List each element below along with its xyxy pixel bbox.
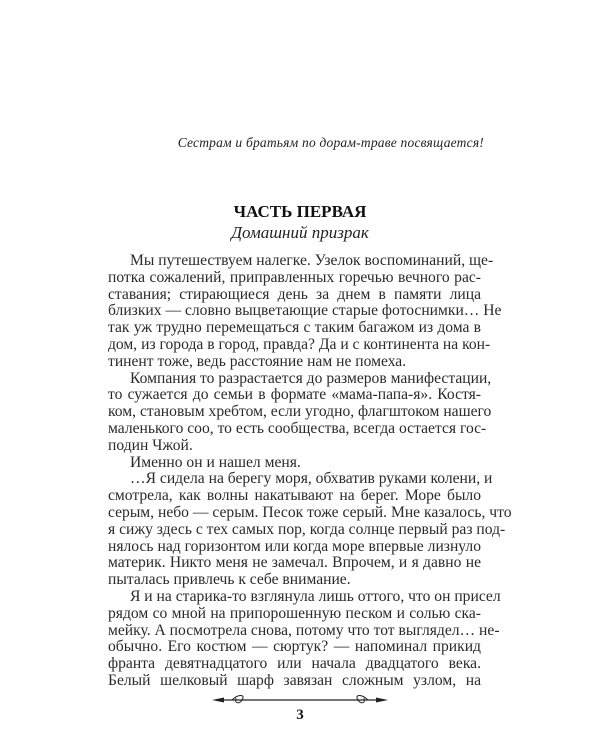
text-line: Именно он и нашел меня.	[130, 453, 301, 471]
text-line: я сижу здесь с тех самых пор, когда солнце первый раз под-	[108, 520, 506, 538]
text-line: ставания; стирающиеся день за днем в памяти лица	[108, 285, 481, 303]
body-text	[108, 252, 512, 690]
dedication: Сестрам и братьям по дорам-траве посвящается!	[177, 135, 484, 150]
text-line: подин Чжой.	[108, 436, 193, 454]
page-number: 3	[296, 707, 304, 723]
text-line: серым, небо — серым. Песок тоже серый. Мне казалось, что	[108, 503, 512, 521]
text-line: Компания то разрастается до размеров манифестации,	[130, 369, 492, 387]
text-line: близких — словно выцветающие старые фотоснимки… Не	[108, 302, 502, 320]
text-line: тинент тоже, ведь расстояние нам не помеха.	[108, 352, 407, 370]
text-line: то сужается до семьи в формате «мама-папа-я». Костя-	[108, 386, 481, 404]
text-line: обычно. Его костюм — сюртук? — напоминал прикид	[108, 638, 481, 656]
text-line: мейку. А посмотрела снова, потому что тот выглядел… не-	[108, 621, 500, 639]
text-line: франта девятнадцатого или начала двадцатого века.	[108, 655, 481, 673]
chapter-subtitle: Домашний призрак	[231, 223, 369, 242]
text-line: ком, становым хребтом, если угодно, флагштоком нашего	[108, 403, 492, 421]
text-line: пыталась привлечь к себе внимание.	[108, 571, 351, 589]
text-line: маленького соо, то есть сообщества, всегда остается гос-	[108, 419, 487, 437]
part-title: ЧАСТЬ ПЕРВАЯ	[233, 202, 367, 221]
text-line: дом, из города в город, правда? Да и с континента на кон-	[108, 335, 491, 353]
text-line: Я и на старика-то взглянула лишь оттого, что он присел	[130, 587, 501, 605]
text-line: нялось над горизонтом или когда море впервые лизнуло	[108, 537, 481, 555]
ornament-divider	[210, 694, 390, 706]
text-line: Белый шелковый шарф завязан сложным узлом, на	[108, 671, 481, 689]
text-line: материк. Никто меня не замечал. Впрочем, и я давно не	[108, 554, 481, 572]
text-line: …Я сидела на берегу моря, обхватив руками колени, и	[130, 470, 493, 488]
text-line: Мы путешествуем налегке. Узелок воспоминаний, ще-	[130, 252, 494, 269]
text-line: рядом со мной на припорошенную песком и солью ска-	[108, 604, 481, 622]
text-line: смотрела, как волны накатывают на берег. Море было	[108, 487, 481, 505]
text-line: потка сожалений, приправленных горечью вечного рас-	[108, 268, 481, 286]
text-line: так уж трудно перемещаться с таким багажом из дома в	[108, 319, 481, 337]
